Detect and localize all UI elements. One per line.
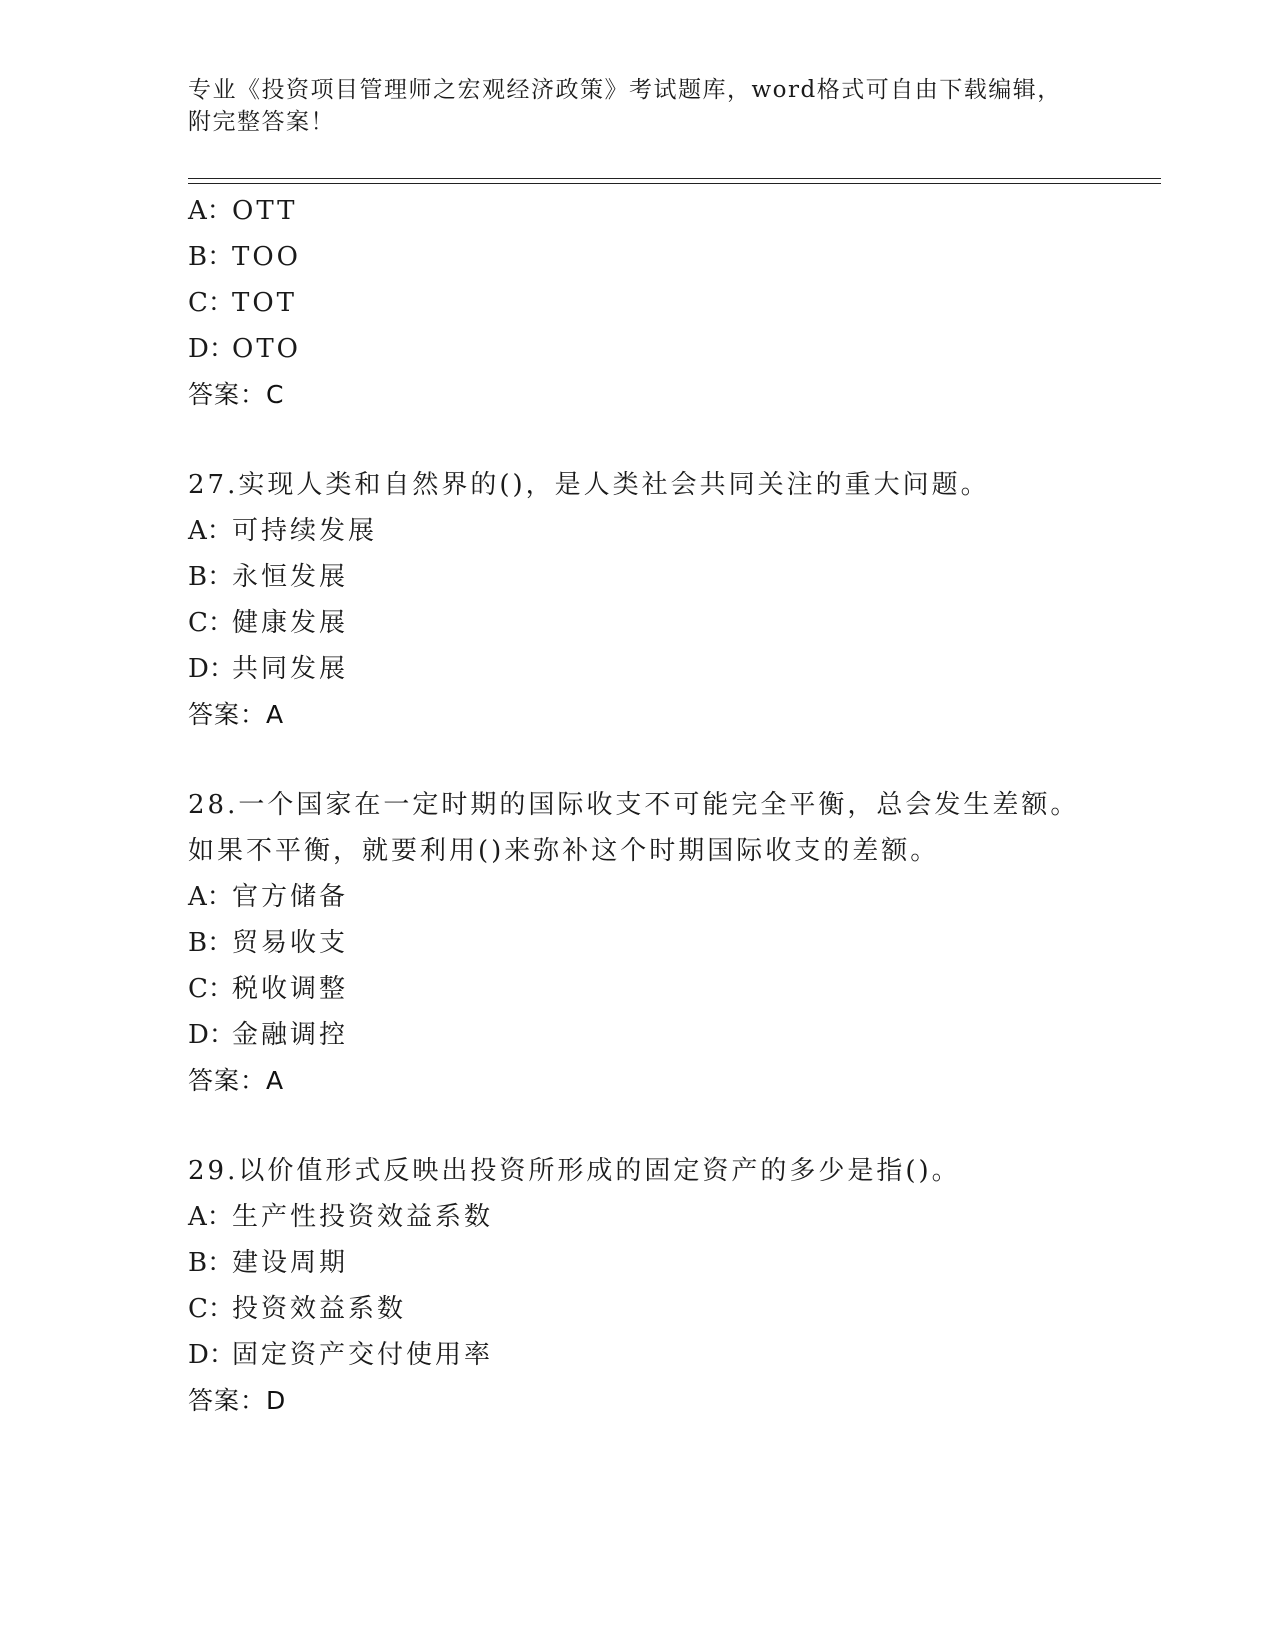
header-line-2: 附完整答案！	[188, 109, 335, 135]
option-c: C：投资效益系数	[188, 1294, 407, 1324]
option-d: D：固定资产交付使用率	[188, 1340, 494, 1370]
option-d: D：共同发展	[188, 654, 349, 684]
answer-line: 答案：D	[188, 1386, 287, 1415]
header-line-1: 专业《投资项目管理师之宏观经济政策》考试题库，word格式可自由下载编辑，	[188, 77, 1062, 103]
option-d: D：OTO	[188, 334, 301, 364]
option-b: B：TOO	[188, 242, 301, 272]
option-a: A：OTT	[188, 196, 298, 226]
answer-line: 答案：C	[188, 380, 285, 409]
question-block	[188, 188, 1148, 418]
option-b: B：永恒发展	[188, 562, 349, 592]
option-b: B：建设周期	[188, 1248, 349, 1278]
header-double-rule	[188, 178, 1161, 184]
document-header	[188, 74, 1088, 138]
option-d: D：金融调控	[188, 1020, 349, 1050]
question-stem: 29.以价值形式反映出投资所形成的固定资产的多少是指()。	[188, 1156, 961, 1186]
answer-line: 答案：A	[188, 700, 285, 729]
option-a: A：生产性投资效益系数	[188, 1202, 494, 1232]
option-c: C：TOT	[188, 288, 297, 318]
option-b: B：贸易收支	[188, 928, 349, 958]
question-block	[188, 782, 1148, 1104]
option-c: C：税收调整	[188, 974, 349, 1004]
answer-line: 答案：A	[188, 1066, 285, 1095]
option-a: A：可持续发展	[188, 516, 378, 546]
question-stem: 28.一个国家在一定时期的国际收支不可能完全平衡，总会发生差额。如果不平衡，就要利用()来弥补这个时期国际收支的差额。	[188, 790, 1080, 866]
option-c: C：健康发展	[188, 608, 349, 638]
question-list	[188, 188, 1148, 1424]
question-block	[188, 462, 1148, 738]
question-block	[188, 1148, 1148, 1424]
option-a: A：官方储备	[188, 882, 349, 912]
question-stem: 27.实现人类和自然界的()，是人类社会共同关注的重大问题。	[188, 470, 990, 500]
